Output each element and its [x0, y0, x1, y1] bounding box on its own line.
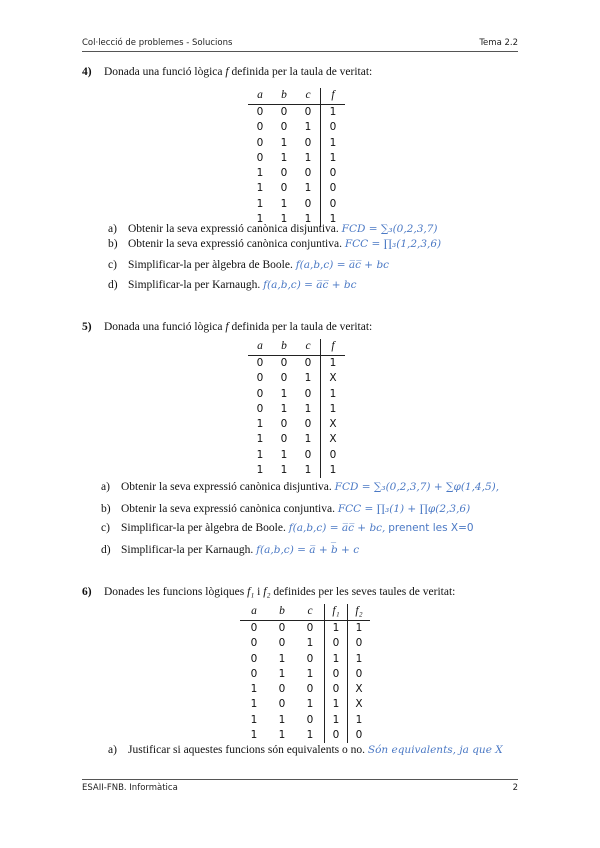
item-solution: Són equivalents, ja que X [367, 744, 503, 756]
table-row [248, 371, 345, 386]
table-cell: 0 [278, 698, 286, 711]
table-row [248, 417, 345, 432]
table-cell: 1 [250, 729, 258, 742]
table-cell: 0 [278, 637, 286, 650]
table-cell: X [321, 417, 346, 432]
table-cell: 1 [256, 182, 264, 195]
table-cell: 1 [304, 402, 312, 415]
table-cell: 0 [321, 197, 346, 212]
table-cell: 1 [306, 729, 314, 742]
table-cell: 0 [256, 357, 264, 369]
footer-rule [82, 779, 518, 780]
table-cell: 0 [278, 622, 286, 634]
table-cell: 1 [256, 448, 264, 461]
truth-table-4 [248, 88, 345, 227]
table-row [248, 166, 345, 181]
problem-5-item-2 [101, 522, 474, 534]
table-row [248, 432, 345, 447]
item-label: b) [101, 503, 111, 515]
table-cell: 1 [256, 464, 264, 477]
item-text: Simplificar-la per Karnaugh. [121, 544, 254, 556]
table-cell: 0 [304, 197, 312, 210]
table-cell: 1 [304, 433, 312, 446]
table-cell: 1 [325, 713, 348, 728]
item-text: Simplificar-la per Karnaugh. [128, 279, 261, 291]
table-cell: 0 [304, 167, 312, 180]
item-label: a) [108, 744, 117, 756]
problem-number: 6) [82, 586, 92, 598]
table-cell: 1 [348, 621, 371, 637]
problem-4-item-3 [108, 279, 356, 291]
table-cell: 1 [348, 713, 371, 728]
item-solution: FCC = ∏₃(1,2,3,6) [344, 238, 442, 250]
table-cell: 0 [304, 106, 312, 118]
table-cell: 1 [321, 212, 346, 227]
table-cell: X [348, 682, 371, 697]
footer-course: ESAII-FNB. Informàtica [82, 783, 178, 793]
table-row [240, 713, 370, 728]
table-row [248, 105, 345, 121]
table-row [240, 697, 370, 712]
table-cell: 1 [256, 418, 264, 431]
table-cell: 0 [256, 387, 264, 400]
table-header-row: a b c f₁ f₂ [240, 604, 370, 621]
item-solution: FCD = ∑₃(0,2,3,7) [341, 223, 438, 235]
table-cell: 0 [321, 166, 346, 181]
item-text: Simplificar-la per àlgebra de Boole. [128, 259, 293, 271]
table-cell: 0 [280, 182, 288, 195]
item-label: c) [108, 259, 117, 271]
item-label: a) [108, 223, 117, 235]
table-cell: 1 [256, 433, 264, 446]
table-cell: 1 [280, 136, 288, 149]
problem-number: 4) [82, 66, 92, 78]
item-solution: f(a,b,c) = a̅c̅ + bc, [288, 522, 386, 534]
table-row [248, 120, 345, 135]
table-row [248, 402, 345, 417]
header-title: Col·lecció de problemes - Solucions [82, 38, 233, 48]
item-text: Obtenir la seva expressió canònica conjuntiva. [128, 238, 342, 250]
truth-table-5 [248, 339, 345, 478]
table-cell: 1 [304, 464, 312, 477]
table-cell: 0 [256, 402, 264, 415]
table-cell: 1 [304, 372, 312, 385]
item-text: Justificar si aquestes funcions són equivalents o no. [128, 744, 365, 756]
table-cell: 1 [321, 402, 346, 417]
table-cell: 0 [321, 181, 346, 196]
item-label: d) [101, 544, 111, 556]
table-cell: 0 [250, 652, 258, 665]
item-label: c) [101, 522, 110, 534]
table-row [248, 151, 345, 166]
item-solution: f(a,b,c) = a̅c̅ + bc [295, 259, 390, 271]
table-cell: 0 [278, 683, 286, 696]
table-cell: 1 [256, 213, 264, 226]
page-number: 2 [512, 783, 518, 793]
table-cell: 1 [280, 151, 288, 164]
table-cell: 1 [278, 667, 286, 680]
table-cell: 1 [321, 151, 346, 166]
table-cell: 0 [304, 448, 312, 461]
item-text: Obtenir la seva expressió canònica conjuntiva. [121, 503, 335, 515]
table-cell: 1 [306, 667, 314, 680]
table-cell: 1 [278, 729, 286, 742]
table-row [240, 621, 370, 637]
problem-5-item-3 [101, 544, 359, 556]
item-text: Obtenir la seva expressió canònica disjuntiva. [121, 481, 332, 493]
table-cell: X [348, 697, 371, 712]
table-cell: 0 [325, 636, 348, 651]
table-row [248, 181, 345, 196]
header-topic: Tema 2.2 [479, 38, 518, 48]
table-row [248, 448, 345, 463]
table-row [248, 197, 345, 212]
table-header-row: a b c f [248, 339, 345, 356]
table-cell: 0 [306, 683, 314, 696]
table-cell: 1 [304, 121, 312, 134]
problem-4-item-1 [108, 238, 441, 250]
table-cell: 1 [250, 698, 258, 711]
page-header [82, 36, 518, 50]
table-row [240, 682, 370, 697]
item-text: Obtenir la seva expressió canònica disjuntiva. [128, 223, 339, 235]
table-cell: 0 [325, 667, 348, 682]
table-header-row: a b c f [248, 88, 345, 105]
table-cell: 0 [306, 713, 314, 726]
table-cell: 0 [250, 622, 258, 634]
table-cell: 1 [325, 621, 348, 637]
table-row [248, 387, 345, 402]
table-cell: 1 [278, 713, 286, 726]
table-cell: 1 [250, 713, 258, 726]
table-cell: 0 [348, 636, 371, 651]
table-cell: 1 [280, 464, 288, 477]
table-cell: 0 [280, 372, 288, 385]
table-cell: 1 [321, 356, 346, 372]
table-cell: 1 [321, 105, 346, 121]
problem-5-item-1 [101, 503, 470, 515]
item-label: b) [108, 238, 118, 250]
table-cell: 1 [304, 151, 312, 164]
table-cell: 1 [280, 213, 288, 226]
table-cell: 0 [280, 167, 288, 180]
table-cell: 0 [348, 728, 371, 743]
table-cell: 1 [321, 136, 346, 151]
table-cell: X [321, 371, 346, 386]
table-row [240, 636, 370, 651]
table-row [240, 728, 370, 743]
problem-6-item-0 [108, 744, 503, 756]
table-cell: 1 [348, 652, 371, 667]
table-cell: 0 [280, 106, 288, 118]
table-cell: 1 [321, 463, 346, 478]
problem-5-statement: 5) Donada una funció lògica f definida per la taula de veritat: [82, 321, 373, 333]
item-label: a) [101, 481, 110, 493]
item-text: Simplificar-la per àlgebra de Boole. [121, 522, 286, 534]
table-cell: 0 [256, 121, 264, 134]
table-cell: 0 [256, 151, 264, 164]
table-cell: 0 [280, 357, 288, 369]
table-cell: 1 [321, 387, 346, 402]
problem-4-item-0 [108, 223, 438, 235]
table-cell: 1 [256, 197, 264, 210]
table-cell: 1 [306, 698, 314, 711]
table-cell: 0 [321, 448, 346, 463]
table-cell: 1 [280, 402, 288, 415]
table-cell: 0 [348, 667, 371, 682]
item-solution: FCC = ∏₃(1) + ∏φ(2,3,6) [337, 503, 471, 515]
problem-number: 5) [82, 321, 92, 333]
table-row [248, 136, 345, 151]
truth-table-6 [240, 604, 370, 743]
problem-5-item-0 [101, 481, 499, 493]
table-cell: 0 [325, 728, 348, 743]
table-cell: 0 [280, 121, 288, 134]
table-cell: 1 [304, 213, 312, 226]
table-cell: 1 [256, 167, 264, 180]
table-cell: 0 [250, 667, 258, 680]
table-cell: 1 [325, 697, 348, 712]
item-label: d) [108, 279, 118, 291]
table-cell: 1 [325, 652, 348, 667]
table-cell: 1 [280, 448, 288, 461]
table-cell: 0 [304, 357, 312, 369]
table-cell: X [321, 432, 346, 447]
table-cell: 1 [306, 637, 314, 650]
table-cell: 1 [304, 182, 312, 195]
table-cell: 0 [250, 637, 258, 650]
table-cell: 0 [304, 418, 312, 431]
page-footer [82, 783, 518, 797]
table-cell: 0 [325, 682, 348, 697]
problem-4-item-2 [108, 259, 389, 271]
item-solution: f(a,b,c) = a̅ + b̅ + c [256, 544, 360, 556]
item-solution: FCD = ∑₃(0,2,3,7) + ∑φ(1,4,5), [334, 481, 500, 493]
table-cell: 0 [304, 387, 312, 400]
table-cell: 0 [280, 418, 288, 431]
table-cell: 0 [304, 136, 312, 149]
table-cell: 1 [280, 197, 288, 210]
problem-6-statement: 6) Donades les funcions lògiques f₁ i f₂ definides per les seves taules de veritat: [82, 586, 456, 598]
table-cell: 0 [256, 106, 264, 118]
table-cell: 1 [278, 652, 286, 665]
table-cell: 0 [321, 120, 346, 135]
table-row [240, 667, 370, 682]
table-cell: 0 [306, 652, 314, 665]
table-row [240, 652, 370, 667]
table-cell: 0 [306, 622, 314, 634]
table-cell: 0 [280, 433, 288, 446]
header-rule [82, 51, 518, 52]
item-solution: f(a,b,c) = a̅c̅ + bc [263, 279, 357, 291]
table-cell: 0 [256, 372, 264, 385]
problem-4-statement: 4) Donada una funció lògica f definida per la taula de veritat: [82, 66, 373, 78]
table-row [248, 356, 345, 372]
table-cell: 1 [250, 683, 258, 696]
table-row [248, 463, 345, 478]
table-cell: 1 [280, 387, 288, 400]
item-solution-note: prenent les X=0 [388, 522, 474, 534]
table-cell: 0 [256, 136, 264, 149]
